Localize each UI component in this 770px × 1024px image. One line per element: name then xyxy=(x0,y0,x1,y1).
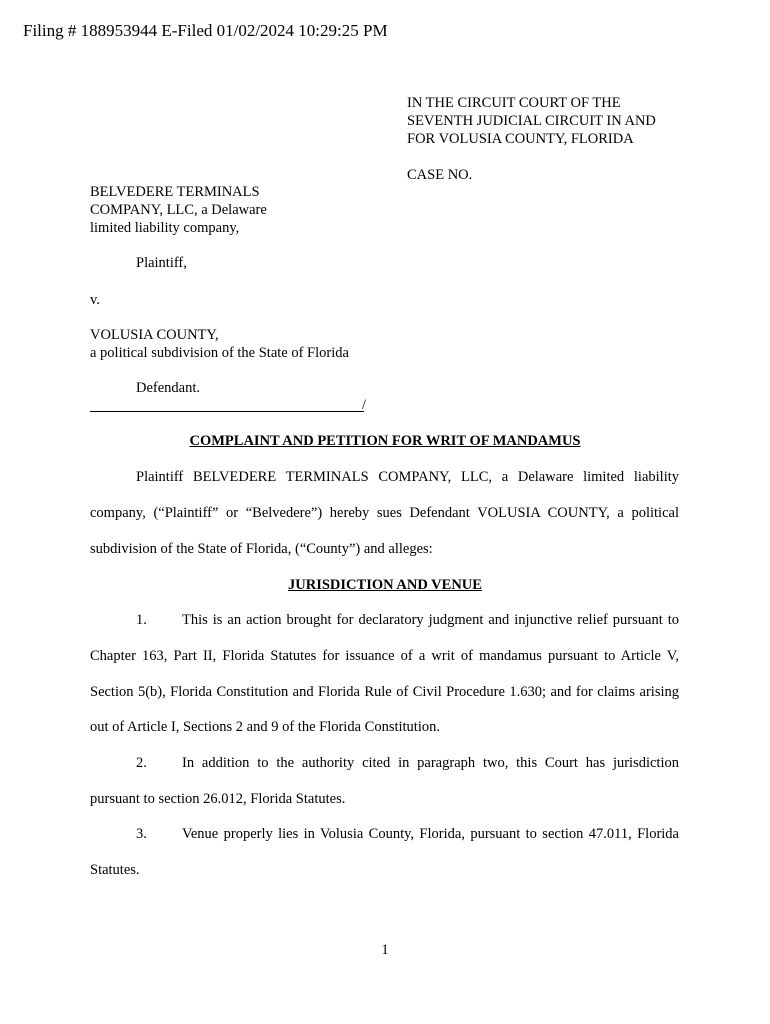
case-number: CASE NO. xyxy=(407,167,473,183)
caption-slash: / xyxy=(362,397,367,413)
paragraph-2-line-2: pursuant to section 26.012, Florida Statutes. xyxy=(90,791,346,807)
plaintiff-role: Plaintiff, xyxy=(136,255,187,271)
plaintiff-line-1: BELVEDERE TERMINALS xyxy=(90,184,260,200)
caption-rule xyxy=(90,411,364,412)
document-title: COMPLAINT AND PETITION FOR WRIT OF MANDAMUS xyxy=(189,433,581,449)
paragraph-3-number: 3. xyxy=(136,826,147,842)
court-line-2: SEVENTH JUDICIAL CIRCUIT IN AND xyxy=(407,113,656,129)
paragraph-1-line-3: Section 5(b), Florida Constitution and Florida Rule of Civil Procedure 1.630; and for claims arising xyxy=(90,684,679,700)
filing-header: Filing # 188953944 E-Filed 01/02/2024 10:29:25 PM xyxy=(23,21,388,40)
paragraph-3-line-2: Statutes. xyxy=(90,862,140,878)
section-heading: JURISDICTION AND VENUE xyxy=(288,577,482,593)
intro-line-2: company, (“Plaintiff” or “Belvedere”) hereby sues Defendant VOLUSIA COUNTY, a political xyxy=(90,505,679,521)
paragraph-1-line-4: out of Article I, Sections 2 and 9 of the Florida Constitution. xyxy=(90,719,440,735)
intro-line-3: subdivision of the State of Florida, (“County”) and alleges: xyxy=(90,541,433,557)
plaintiff-line-3: limited liability company, xyxy=(90,220,240,236)
paragraph-2-number: 2. xyxy=(136,755,147,771)
plaintiff-line-2: COMPANY, LLC, a Delaware xyxy=(90,202,267,218)
defendant-role: Defendant. xyxy=(136,380,201,396)
intro-line-1: Plaintiff BELVEDERE TERMINALS COMPANY, LLC, a Delaware limited liability xyxy=(136,469,679,485)
paragraph-3-line-1: Venue properly lies in Volusia County, Florida, pursuant to section 47.011, Florida xyxy=(182,826,679,842)
page-number: 1 xyxy=(381,942,389,958)
court-line-1: IN THE CIRCUIT COURT OF THE xyxy=(407,95,621,111)
versus: v. xyxy=(90,292,100,308)
paragraph-1-line-2: Chapter 163, Part II, Florida Statutes for issuance of a writ of mandamus pursuant to Article V, xyxy=(90,648,679,664)
defendant-line-2: a political subdivision of the State of Florida xyxy=(90,345,349,361)
paragraph-1-line-1: This is an action brought for declaratory judgment and injunctive relief pursuant to xyxy=(182,612,679,628)
paragraph-1-number: 1. xyxy=(136,612,147,628)
paragraph-2-line-1: In addition to the authority cited in paragraph two, this Court has jurisdiction xyxy=(182,755,679,771)
court-line-3: FOR VOLUSIA COUNTY, FLORIDA xyxy=(407,131,634,147)
defendant-line-1: VOLUSIA COUNTY, xyxy=(90,327,219,343)
